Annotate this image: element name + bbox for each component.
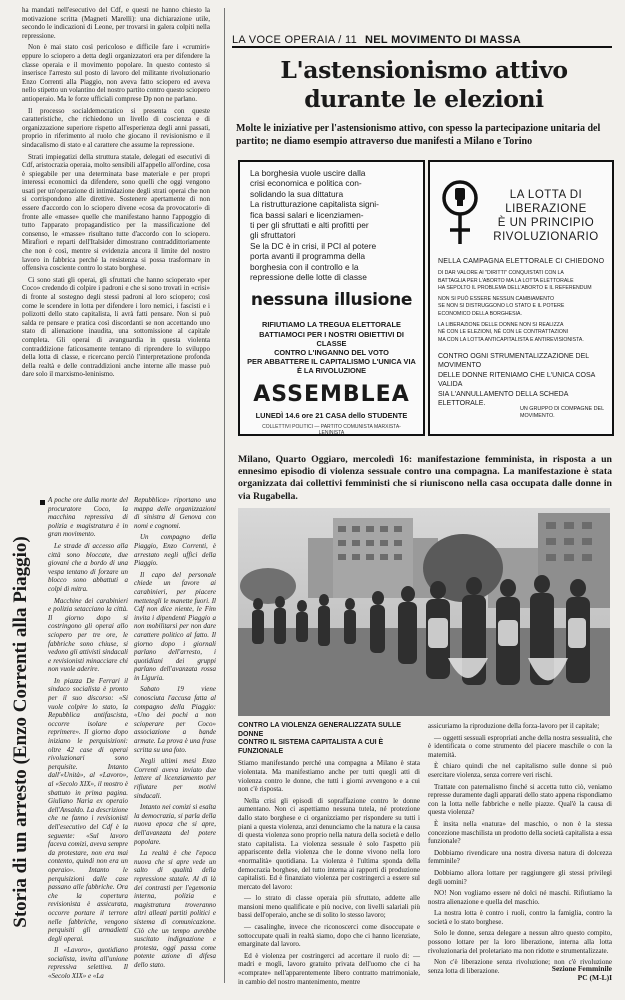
paragraph: È chiaro quindi che nel capitalismo sulle donne si può esercitare violenza, senza correre veri rischi.: [428, 762, 612, 779]
poster-footer: COLLETTIVI POLITICI — PARTITO COMUNISTA MARXISTA-LENINISTA: [262, 423, 401, 436]
paragraph: Un compagno della Piaggio, Enzo Correnti, è arrestato negli uffici della Piaggio.: [134, 533, 216, 568]
poster-slogan: PER ABBATTERE IL CAPITALISMO L'UNICA VIA: [247, 357, 416, 367]
paragraph: Il capo del personale chiede un favore ai carabinieri, per piacere mettetegli le manette fuori. Il Cdf non dice niente, le Fim invita i dipendenti Piaggio a non mobilitarsi per non dare carattere politico al fatto. Il giorno dopo i giornali parlano dell'arresto, i quotidiani dei gruppi parlano dell'avanzata rossa in Liguria.: [134, 570, 216, 682]
paragraph: In piazza De Ferrari il sindaco socialista è pronto per il suo discorso: «Si vuole colpire lo stato, la Repubblica antifascista, occorre isolare e reprimere». Il giorno dopo iniziano le perquisizioni: oltre 42 case di operai rivoluzionari sono perquisite. Intanto dall'«Unità», al «Lavoro», al «Secolo XIX», il mostro è sbattuto in prima pagina. Giuliano Naria ex operaio dell'Ansaldo. La descrizione che ne fanno i revisionisti dell'esecutivo del Cdf è la seguente: «Sul lavoro faceva comizi, aveva sempre da protestare, non era mai contento, quindi non era un operaio». Intanto le perquisizioni dalle case passano alle fabbriche. Ora che la copertura revisionista è assicurata, occorre portare il terrore nelle fabbriche, vengono perquisiti gli armadietti degli operai.: [48, 676, 128, 943]
poster-slogan: CONTRO L'INGANNO DEL VOTO: [274, 348, 389, 358]
poster-line: BATTAGLIA PER L'ABORTO MA LA LOTTA ELETTORALE: [438, 277, 574, 284]
section-header: [232, 30, 614, 46]
poster-line: HA SEPOLTO IL PROBLEMA DELL'ABORTO E IL REFERENDUM: [438, 285, 592, 292]
photo-illustration: [238, 508, 610, 716]
heading-line: CONTRO IL SISTEMA CAPITALISTA A CUI È FUNZIONALE: [238, 739, 384, 755]
paragraph: Il processo socialdemocratico si presenta con queste caratteristiche, che richiedono un livello di coscienza e di organizzazione superiore rispetto all'esperienza degli anni passati, proprio in riferimento al ruolo che giocano il revisionismo e il sindacalismo di stato e al carattere che assume la repressione.: [22, 106, 210, 149]
paragraph: Non è mai stato così pericoloso e difficile fare i «crumiri» eppure lo sciopero a detta degli organizzatori era per difendere la classe operaia e il movimento popolare. In questo contesto si inserisce l'arresto sul posto di lavoro del militante rivoluzionario Enzo Correnti alla Piaggio, non aveva fatto sciopero ed aveva nello stipetto un volantino del nostro partito contro questo sciopero antioperaio. Ma le forze ufficiali comprese Dp non ne parlano.: [22, 43, 210, 103]
sidebar-bullet: [40, 500, 45, 505]
header-rule: [232, 46, 612, 48]
poster-line: ti per gli sfruttati e alti profitti per: [250, 220, 369, 231]
paragraph: Ci sono stati gli operai, gli sfruttati che hanno scioperato «per Coco» credendo di colpire i padroni e che si sono trovati in «crisi» di fronte al sostegno degli stessi padroni al loro sciopero; così come le scendere in lotta per difendere i loro nemici, i fascisti e i polizotti dello stato capitalista, li avrà fatti pensare. Non si può salda re pensare e pratica così discordanti se non accettando uno stato di alienazione inaudita, una sottomissione al capitale completa. Gli operai di avanguardia in questa violenta contraddizione faticosamente tentano di riprendere lo sviluppo della lotta di classe, e ricercano perciò l'interpretazione profonda della realtà e delle contraddizioni anche interne alle masse può dare solo il marxismo-leninismo.: [22, 275, 210, 379]
poster-title-line: È UN PRINCIPIO: [497, 217, 595, 229]
paragraph: Macchine dei carabinieri e polizia setacciano la città. Il giorno dopo si costringono gli operai allo sciopero per tre ore, le fabbriche sono chiuse, si vedono gli attivisti sindacali e revisionisti minacciare chi non vuole aderire.: [48, 596, 128, 674]
poster-title-line: RIVOLUZIONARIO: [493, 231, 599, 243]
paragraph: — oggetti sessuali espropriati anche della nostra sessualità, che è identificata o come strumento del piacere maschile o con la maternità.: [428, 733, 612, 759]
paragraph: — casalinghe, invece che riconoscerci come disoccupate e sottoccupate quali in realtà siamo, dopo che ci hanno licenziate, emarginate dal lavoro.: [238, 923, 420, 949]
paragraph: Repubblica» riportano una mappa delle organizzazioni di sinistra di Genova con nomi e cognomi.: [134, 496, 216, 530]
poster-intro: [240, 162, 423, 282]
poster-line: NÉ CON LE ELEZIONI, NÉ CON LE CONTRATTAZIONI: [438, 329, 569, 336]
poster-line: NON SI PUÒ ESSERE NESSUN CAMBIAMENTO: [438, 295, 555, 302]
poster-line: repressione delle lotte di classe: [250, 272, 367, 283]
poster-line: SIA L'ANNULLAMENTO DELLA SCHEDA ELETTORALE.: [438, 390, 568, 408]
poster-title-line: LA LOTTA DI: [509, 189, 583, 201]
paragraph: La nostra lotta è contro i ruoli, contro la famiglia, contro la società e lo stato borghese.: [428, 909, 612, 926]
poster-line: La borghesia vuole uscire dalla: [250, 168, 366, 178]
photo-caption: Milano, Quarto Oggiaro, mercoledì 16: manifestazione femminista, in risposta a un ennesimo episodio di violenza sessuale contro una compagna. La manifestazione è stata organizzata dai collettivi femministi che si riuniscono nella casa occupata dalle donne in via Rugabella.: [238, 454, 612, 502]
poster-title: [482, 188, 610, 244]
signature-line: PC (M-L)I: [577, 973, 612, 982]
poster-line: gli sfruttatori: [250, 230, 296, 241]
poster-line: DELLE DONNE RITENIAMO CHE L'UNICA COSA VALIDA: [438, 371, 595, 389]
paragraph: — lo strato di classe operaia più sfruttato, addette alle mansioni meno qualificate e più nocive, con livelli salariali più bassi dell'operaio, anche se di solito lo stesso lavoro;: [238, 894, 420, 920]
poster-slogan: RIFIUTIAMO LA TREGUA ELETTORALE: [262, 320, 401, 330]
paragraph: assicuriamo la riproduzione della forza-lavoro per il capitale;: [428, 722, 600, 730]
signature-line: Sezione Femminile: [551, 964, 612, 973]
paragraph: Dobbiamo allora lottare per raggiungere gli stessi privilegi degli uomini?: [428, 868, 612, 886]
paragraph: Le strade di accesso alla città sono bloccate, due giovani che a bordo di una vespa tentano di forzare un blocco sono abbattuti a colpi di mitra.: [48, 541, 128, 593]
paragraph: Trattate con paternalismo finché si accetta tutto ciò, veniamo represse duramente dagli apparati dello stato appena rispondiamo con la lotta nelle fabbriche e nelle piazze. Qual'è la causa di questa violenza?: [428, 782, 612, 817]
poster-line: porta avanti il programma della: [250, 251, 365, 262]
bottom-article-col-1: [238, 722, 420, 984]
poster-milano: [238, 160, 425, 436]
poster-subhead: NELLA CAMPAGNA ELETTORALE CI CHIEDONO: [438, 258, 605, 265]
paragraph: Solo le donne, senza delegare a nessun altro questo compito, possono lottare per la loro liberazione, interna alla lotta rivoluzionaria del proletariato ma non ridotte e strumentalizzate.: [428, 929, 612, 955]
poster-signature: UN GRUPPO DI COMPAGNE DEL MOVIMENTO.: [520, 406, 604, 419]
paragraph: NO! Non vogliamo essere né dolci né maschi. Rifiutiamo la nostra alienazione e quella del maschio.: [428, 889, 612, 906]
paragraph: È insita nella «natura» del maschio, o non è la stessa concezione maschilista un prodotto della società capitalista a essa funzionale?: [428, 819, 612, 846]
poster-line: Se la DC è in crisi, il PCI al potere: [250, 240, 377, 251]
paragraph: Il «Lavoro», quotidiano socialista, invita all'unione repressiva selettiva. Il «Secolo XIX» e «La: [48, 946, 128, 981]
poster-assemblea: ASSEMBLEA: [253, 381, 410, 407]
bottom-heading: [238, 722, 420, 756]
poster-line: LA LIBERAZIONE DELLE DONNE NON SI REALIZZA: [438, 321, 564, 328]
paragraph: Stiamo manifestando perché una compagna a Milano è stata violentata. Ma manifestiamo anche per tutti quegli atti di violenza contro le donne, che tutti i giorni avvengono e a cui non c'è risposta.: [238, 759, 420, 794]
poster-line: La ristrutturazione capitalista signi-: [250, 199, 379, 210]
paragraph: A poche ore dalla morte del procuratore Coco, la macchina repressiva di polizia e magistratura è in gran movimento.: [48, 496, 128, 539]
poster-line: fica bassi salari e licenziamen-: [250, 209, 364, 220]
section-rubric: NEL MOVIMENTO DI MASSA: [365, 34, 521, 46]
paragraph: Sabato 19 viene conosciuta l'accusa fatta al compagno della Piaggio: «Uno dei pochi a non scioperare per Coco» associazione a bande armate. La prova è una frase scritta su una foto.: [134, 685, 216, 754]
poster-date: LUNEDÌ 14.6 ore 21 CASA dello STUDENTE: [255, 410, 408, 420]
paragraph: Nella crisi gli episodi di sopraffazione contro le donne aumentano. Non ci aspettiamo nessuna tutela, né protezione dallo stato borghese e ci organizziamo per rispondere su tutti i piani a questa violenza, anzi denunciamo che la natura e la causa di questa violenza sono proprio nella natura della società e dello stato capitalista. La violenza sessuale è solo l'aspetto più appariscente della violenza che le donne vivono nella loro «normalità» quotidiana. La violenza è l'ultima sponda della democrazia borghese, del tutto interna ai rapporti di produzione capitalisti. Ed è finanziato violenza per costringerci a essere sul mercato del lavoro:: [238, 796, 420, 891]
demonstration-photo: [238, 508, 610, 716]
sidebar-column-1: [48, 496, 128, 981]
poster-slogan: È LA RIVOLUZIONE: [296, 366, 367, 376]
poster-line: SE NON SI DISTRUGGONO LO STATO E IL POTERE: [438, 303, 565, 310]
poster-body: [438, 270, 606, 344]
poster-slogan: BATTIAMOCI PER I NOSTRI OBIETTIVI DI CLASSE: [259, 329, 404, 348]
paragraph: Non c'è liberazione senza rivoluzione; non c'è rivoluzione senza lotta di liberazione.: [428, 958, 612, 975]
paragraph: Strati impiegatizi della struttura statale, delegati ed esecutivi di Cdf, aristocrazia operaia, molto sensibili all'appello all'ordine, cosa è spiegabile per una determinata base materiale e per propri interessi economici da difendere, sono quelli che oggi vengono usati per un'operazione di intimidazione degli strati operai che non si corrispondono alle direttive. Sostenere apertamente di non essere d'accordo con lo sciopero divene «cosa da provocatori» di fronte alle «masse» quelle che manifestano hanno l'appoggio di tutto l'apparato propagandistico per la massificazione del consenso, le «masse» risultano tutte d'accordo con lo sciopero. Mirafiori e reparti dell'Italsider dimostrano contraddittoriamente che non è così, mentre si evidenzia ancora il limite del nostro lavoro in fabbrica perché la resistenza si possa trasformare in offensiva cosciente contro lo stato borghese.: [22, 152, 210, 273]
paragraph: ha mandati nell'esecutivo del Cdf, e questi ne hanno chiesto la motivazione scritta (Magneti Marelli): una dichiarazione utile, secondo le indicazioni di Leone, per trovarsi in galera colpiti nella repressione.: [22, 6, 210, 40]
title-line: L'astensionismo attivo: [280, 56, 568, 84]
poster-middle: [240, 320, 423, 375]
feminist-symbol-icon: [440, 178, 480, 250]
left-article-column: [22, 6, 210, 484]
poster-line: CONTRO OGNI STRUMENTALIZZAZIONE DEL MOVIMENTO: [438, 353, 589, 370]
poster-torino: [428, 160, 614, 436]
poster-title-line: LIBERAZIONE: [505, 203, 587, 215]
poster-headline: nessuna illusione: [250, 290, 413, 311]
vertical-title-text: Storia di un arresto (Enzo Correnti alla Piaggio): [10, 536, 31, 928]
paragraph: La realtà è che l'epoca nuova che si apre vede un salto di qualità della repressione statale. Al di là dei contrasti per l'egemonia interna, polizia e magistratura troveranno altri alleati partiti politici e sistema di comunicazione. Ciò che un tempo avrebbe suscitato indignazione e protesta, oggi passa come potente azione di difesa dello stato.: [134, 849, 216, 969]
sidebar-vertical-title: [6, 497, 36, 967]
column-divider: [224, 8, 225, 983]
poster-line: ECONOMICO DELLA BORGHESIA.: [438, 310, 522, 317]
paragraph: Intanto nei comizi si esalta la democrazia, si parla della nuova epoca che si apre, dell'avanzata del potere popolare.: [134, 803, 216, 846]
poster-line: MA CON LA LOTTA ANTICAPITALISTA E ANTIREVISIONISTA.: [438, 336, 584, 343]
article-subtitle: Molte le iniziative per l'astensionismo attivo, con spesso la partecipazione unitaria del partito; ne diamo esempio attraverso due manifesti a Milano e Torino: [236, 123, 601, 147]
poster-line: borghesia con il controllo e la: [250, 261, 359, 272]
paragraph: Dobbiamo rivendicare una nostra diversa natura di dolcezza femminile?: [428, 848, 612, 866]
section-label: LA VOCE OPERAIA / 11: [232, 34, 358, 46]
paragraph: Ed è violenza per costringerci ad accettare il ruolo di: — madri e mogli, lavoro gratuito privata dell'uomo che ci ha «comprate» nell'apparentemente libero contratto matrimoniale, in cambio del nostro mantenimento, mentre: [238, 951, 420, 986]
article-title: [232, 56, 616, 114]
poster-line: DI DAR VALORE AI "DIRITTI" CONQUISTATI CON LA: [438, 270, 564, 276]
sidebar-column-2: [134, 496, 216, 976]
title-line: durante le elezioni: [304, 85, 544, 113]
poster-emphasis: [438, 352, 606, 408]
signature: [500, 964, 612, 982]
poster-line: crisi economica e politica con-: [250, 178, 362, 189]
paragraph: Negli ultimi mesi Enzo Correnti aveva inviato due lettere al licenziamento per rifiutare per motivi sindacali.: [134, 757, 216, 800]
poster-line: solidando la sua dittatura: [250, 188, 344, 199]
heading-line: CONTRO LA VIOLENZA GENERALIZZATA SULLE DONNE: [238, 722, 402, 738]
